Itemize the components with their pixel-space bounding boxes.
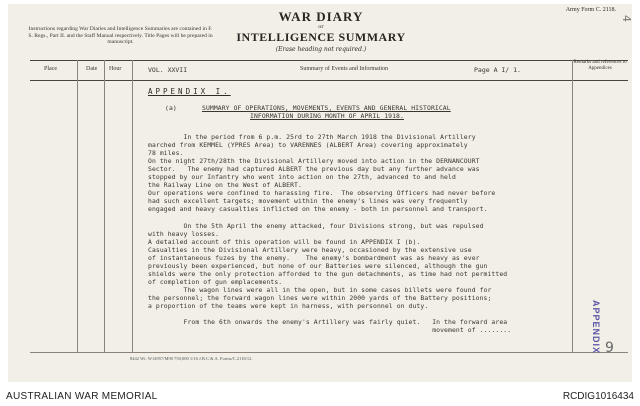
appendix-heading: APPENDIX I. xyxy=(148,87,231,96)
body-line: A detailed account of this operation will be found in APPENDIX I (b). xyxy=(148,237,421,246)
col-remarks: Remarks and references to Appendices xyxy=(573,60,627,71)
instructions-text: Instructions regarding War Diaries and Intelligence Summaries are contained in F. S. Regs., Part II. and the Staff Manual respectively. Title Pages will be prepared in manuscript. xyxy=(28,26,213,46)
body-line: of instantaneous fuzes by the enemy. The enemy's bombardment was as heavy as ever xyxy=(148,253,480,262)
body-line: From the 6th onwards the enemy's Artillery was fairly quiet. In the forward area xyxy=(148,318,508,327)
archive-footer xyxy=(0,388,640,406)
body-line: previously been experienced, but none of our Batteries were silenced, although the gun xyxy=(148,261,488,270)
body-line: a proportion of the teams were kept in harness, with personnel on duty. xyxy=(148,302,429,311)
body-line: stopped by our Infantry who went into action on the 27th, advanced to and held xyxy=(148,173,456,182)
title-subtitle: (Erase heading not required.) xyxy=(275,46,367,53)
body-line: Our operations were confined to harassing fire. The observing Officers had never before xyxy=(148,189,496,198)
section-label: (a) xyxy=(165,104,177,112)
title-war-diary: WAR DIARY xyxy=(278,9,364,24)
col-hour: Hour xyxy=(109,66,122,72)
printer-line: 8442 Wt. W14957/M90 750,000 1/16 J.B.C.& A. Forms/C.2118/12. xyxy=(130,356,253,361)
divider-summary xyxy=(132,60,133,352)
col-volume: VOL. XXVII xyxy=(148,66,188,74)
footer-institution: AUSTRALIAN WAR MEMORIAL xyxy=(6,391,158,402)
divider-date xyxy=(77,60,78,352)
margin-handwriting: 9 xyxy=(605,340,614,356)
army-form-label: Army Form C. 2118. xyxy=(565,7,616,13)
title-intelligence-summary: INTELLIGENCE SUMMARY xyxy=(236,30,406,44)
col-page: Page A I/ 1. xyxy=(474,66,521,74)
body-line: engaged and heavy casualties inflicted on the enemy - both in personnel and transport. xyxy=(148,205,488,214)
body-line: of completion of gun emplacements. xyxy=(148,277,283,286)
body-line: The wagon lines were all in the open, but in some cases billets were found for xyxy=(148,285,492,294)
body-line: Casualties in the Divisional Artillery were heavy, occasioned by the extensive use xyxy=(148,245,472,254)
body-line: On the 5th April the enemy attacked, four Divisions strong, but was repulsed xyxy=(148,221,484,230)
title-or: or xyxy=(318,24,324,30)
body-line: Sector. The enemy had captured ALBERT the previous day but any further advance was xyxy=(148,165,480,174)
body-line: On the night 27th/28th the Divisional Artillery moved into action in the DERNANCOURT xyxy=(148,157,480,166)
footer-record-id: RCDIG1016434 xyxy=(562,391,634,402)
body-line: movement of ........ xyxy=(148,326,512,335)
handwritten-folio: 4 xyxy=(620,15,633,22)
body-line: the Railway Line on the West of ALBERT. xyxy=(148,181,302,190)
body-line: the personnel; the forward wagon lines were within 2000 yards of the Battery positions; xyxy=(148,294,492,302)
body-line: In the period from 6 p.m. 25rd to 27th March 1918 the Divisional Artillery xyxy=(148,133,476,141)
body-line: 78 miles. xyxy=(148,149,184,158)
section-title-line-1: SUMMARY OF OPERATIONS, MOVEMENTS, EVENTS AND GENERAL HISTORICAL xyxy=(202,104,451,112)
title-block xyxy=(236,9,406,53)
divider-hour xyxy=(104,60,105,352)
body-line: had such excellent targets; movement within the enemy's lines was very frequently xyxy=(148,197,468,206)
body-line: marched from KEMMEL (YPRES Area) to VARENNES (ALBERT Area) covering approximately xyxy=(148,141,468,150)
appendix-stamp: APPENDIX xyxy=(591,300,601,355)
col-summary: Summary of Events and Information xyxy=(300,66,388,72)
body-line: shields were the only protection afforded to the gun detachments, as time had not permitted xyxy=(148,269,508,278)
divider-remarks xyxy=(572,60,573,352)
col-date: Date xyxy=(86,66,98,72)
col-place: Place xyxy=(44,66,57,72)
body-line: with heavy losses. xyxy=(148,229,220,238)
bottom-rule xyxy=(30,352,628,353)
section-title-line-2: INFORMATION DURING MONTH OF APRIL 1918. xyxy=(250,112,404,120)
